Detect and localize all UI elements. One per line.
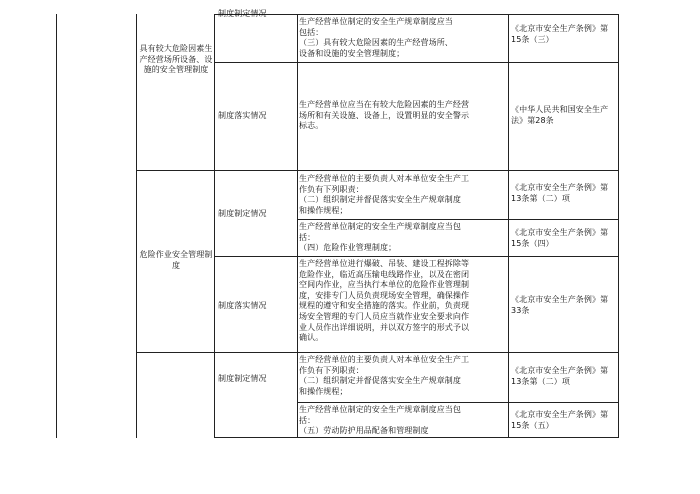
basis-cell: 《北京市安全生产条例》第 13条第（二）项	[511, 183, 609, 203]
phase-cell: 制度落实情况	[218, 301, 267, 310]
grid-line	[297, 402, 619, 403]
grid-line	[508, 14, 509, 438]
requirement-cell: 生产经营单位的主要负责人对本单位安全生产工 作负有下列职责： （二）组织制定并督促落实安全生产规章制度 和操作规程；	[299, 174, 470, 215]
requirement-cell: 生产经营单位制定的安全生产规章制度应当包 括： （五）劳动防护用品配备和管理制度	[299, 405, 461, 436]
basis-cell: 《北京市安全生产条例》第 15条（五）	[511, 410, 609, 430]
phase-cell: 制度制定情况	[218, 209, 267, 218]
requirement-cell: 生产经营单位进行爆破、吊装、建设工程拆除等 危险作业，临近高压输电线路作业，以及在密闭 空间内作业，应当执行本单位的危险作业管理制 度，安排专门人员负责现场安全管理，确保操作 规程的遵守和安全措施的落实。作业前，负责现 场安全管理的专门人员应当就作业安全要求向作 业人员作出详细说明，并以双方签字的形式予以 确认。	[299, 259, 470, 343]
grid-line	[297, 14, 298, 438]
grid-line	[56, 14, 57, 438]
requirement-cell: 生产经营单位的主要负责人对本单位安全生产工 作负有下列职责： （二）组织制定并督促落实安全生产规章制度 和操作规程；	[299, 355, 470, 396]
grid-line	[214, 256, 619, 257]
basis-cell: 《北京市安全生产条例》第 15条（三）	[511, 24, 609, 44]
requirement-cell: 生产经营单位制定的安全生产规章制度应当 包括： （三）具有较大危险因素的生产经营场所、 设备和设施的安全管理制度；	[299, 17, 453, 58]
grid-line	[136, 14, 137, 438]
grid-line	[136, 170, 619, 171]
phase-cell: 制度制定情况	[218, 374, 267, 383]
basis-cell: 《北京市安全生产条例》第 15条（四）	[511, 228, 609, 248]
category-cell: 危险作业安全管理制度	[139, 250, 213, 270]
phase-cell: 制度落实情况	[218, 111, 267, 120]
requirement-cell: 生产经营单位制定的安全生产规章制度应当包 括： （四）危险作业管理制度；	[299, 222, 461, 253]
basis-cell: 《中华人民共和国安全生产 法》第28条	[511, 105, 609, 125]
grid-line	[297, 219, 619, 220]
requirement-cell: 生产经营单位应当在有较大危险因素的生产经营 场所和有关设施、设备上，设置明显的安全警示 标志。	[299, 100, 470, 131]
category-cell: 具有较大危险因素生产经营场所设备、设施的安全管理制度	[139, 44, 213, 75]
phase-cell: 制度制定情况	[218, 9, 267, 18]
basis-cell: 《北京市安全生产条例》第 33条	[511, 295, 609, 315]
grid-line	[618, 14, 619, 438]
grid-line	[214, 62, 619, 63]
basis-cell: 《北京市安全生产条例》第 13条第（二）项	[511, 366, 609, 386]
grid-line	[214, 14, 215, 438]
grid-line	[136, 352, 619, 353]
